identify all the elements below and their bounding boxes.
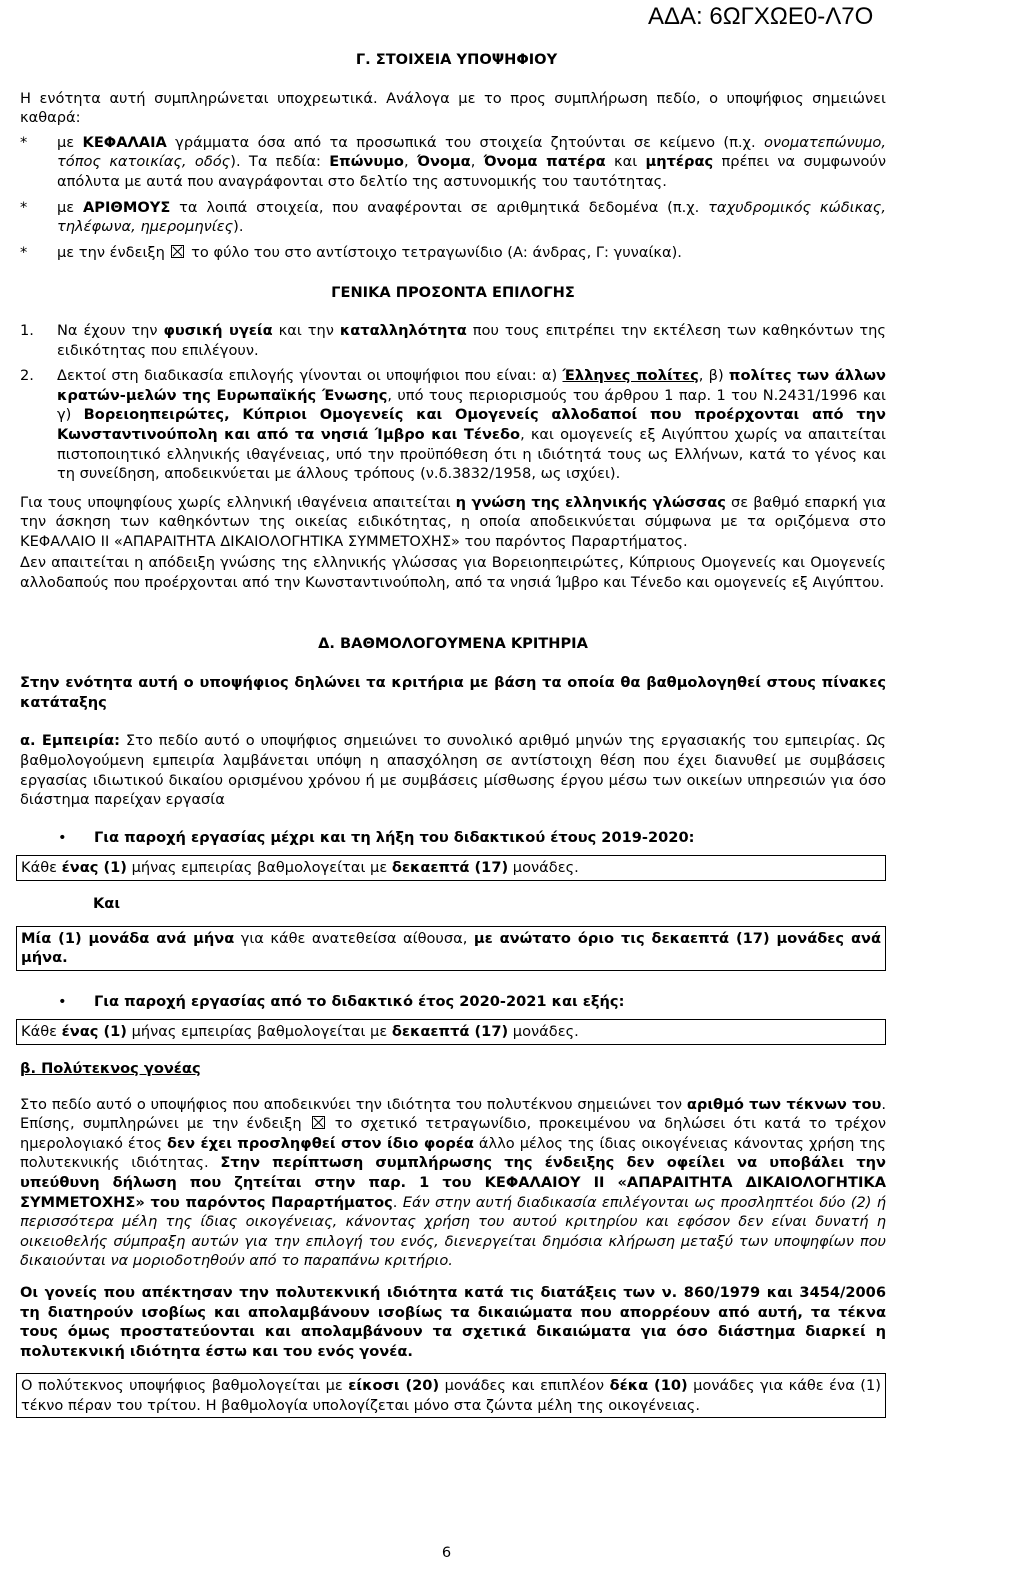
language-exemption: Δεν απαιτείται η απόδειξη γνώσης της ελληνικής γλώσσας για Βορειοηπειρώτες, Κύπριους Ομογενείς και Ομογενείς αλλοδαπούς που προέρχονται από την Κωνσταντινούπολη, από τα νησιά Ίμβρο και Τένεδο και ομογενείς εξ Αιγύπτου. bbox=[20, 554, 886, 592]
bullet-marker: * bbox=[20, 133, 28, 151]
text-bold: δεν έχει προσληφθεί στον ίδιο φορέα bbox=[167, 1134, 474, 1152]
text: μονάδες και επιπλέον bbox=[439, 1377, 610, 1395]
score-box-classroom bbox=[16, 926, 886, 971]
text: . bbox=[392, 1193, 403, 1211]
text: Να έχουν την bbox=[57, 321, 164, 339]
section-d-intro: Στην ενότητα αυτή ο υποψήφιος δηλώνει τα κριτήρια με βάση τα οποία θα βαθμολογηθεί στους πίνακες κατάταξης bbox=[20, 674, 886, 711]
text-italic: ονοματεπώνυμο, τόπος κατοικίας, οδός bbox=[57, 133, 886, 171]
text-bold: φυσική υγεία bbox=[163, 321, 273, 339]
bullet-numbers bbox=[20, 198, 886, 237]
text-bold: είκοσι (20) bbox=[348, 1377, 440, 1395]
text: άλλο μέλος της ίδιας οικογένειας κάνοντας χρήση της πολυτεκνικής ιδιότητας. bbox=[20, 1134, 886, 1172]
checked-box-icon bbox=[312, 1116, 325, 1129]
multi-child-title bbox=[20, 1059, 886, 1079]
text: Δεκτοί στη διαδικασία επιλογής γίνονται οι υποψήφιοι που είναι: α) bbox=[57, 367, 563, 385]
experience-period-1 bbox=[20, 828, 886, 848]
text: με την ένδειξη bbox=[57, 243, 170, 261]
language-requirement bbox=[20, 493, 886, 552]
text: το φύλο του στο αντίστοιχο τετραγωνίδιο (Α: άνδρας, Γ: γυναίκα). bbox=[186, 243, 682, 261]
bullet-dot: • bbox=[58, 992, 67, 1010]
section-g-title: Γ. ΣΤΟΙΧΕΙΑ ΥΠΟΨΗΦΙΟΥ bbox=[355, 51, 558, 68]
text-bold-underline: β. Πολύτεκνος γονέας bbox=[20, 1059, 201, 1077]
text: ). bbox=[233, 218, 244, 236]
text: σε βαθμό επαρκή για την άσκηση των καθηκόντων της οικείας ειδικότητας, η οποία αποδεικνύεται σύμφωνα με τα οριζόμενα στο ΚΕΦΑΛΑΙΟ ΙΙ «ΑΠΑΡΑΙΤΗΤΑ ΔΙΚΑΙΟΛΟΓΗΤΙΚΑ ΣΥΜΜΕΤΟΧΗΣ» του παρόντος Παραρτήματος. bbox=[20, 493, 886, 550]
bullet-marker: * bbox=[20, 243, 28, 261]
checked-box-icon bbox=[171, 245, 184, 258]
general-item-1 bbox=[20, 321, 886, 360]
text-italic: ταχυδρομικός κώδικας, τηλέφωνα, ημερομηνίες bbox=[57, 198, 886, 236]
text: για κάθε ανατεθείσα αίθουσα, bbox=[234, 929, 474, 947]
text-bold: με ανώτατο όριο τις δεκαεπτά (17) μονάδες ανά μήνα. bbox=[21, 929, 881, 967]
text: Για παροχή εργασίας από το διδακτικό έτος 2020-2021 και εξής: bbox=[94, 992, 625, 1010]
text: Στο πεδίο αυτό ο υποψήφιος που αποδεικνύει την ιδιότητα του πολυτέκνου σημειώνει τον bbox=[20, 1095, 687, 1113]
item-number: 1. bbox=[20, 321, 34, 339]
document-page bbox=[20, 50, 886, 1418]
text: μονάδες για κάθε ένα (1) τέκνο πέραν του τρίτου. Η βαθμολογία υπολογίζεται μόνο στα ζώντα μέλη της οικογένειας. bbox=[21, 1377, 881, 1414]
text: , και ομογενείς εξ Αιγύπτου χωρίς να απαιτείται πιστοποιητικό ελληνικής ιθαγένειας, υπό την προϋπόθεση ότι η ιδιότητά τους ως Ελλήνων, κατά το γένος και τη συνείδηση, αποδεικνύεται με άλλους τρόπους (ν.δ.3832/1958, ως ισχύει). bbox=[57, 425, 886, 483]
text-bold-underline: Έλληνες πολίτες bbox=[562, 367, 699, 385]
section-g-intro: Η ενότητα αυτή συμπληρώνεται υποχρεωτικά. Ανάλογα με το προς συμπλήρωση πεδίο, ο υποψήφιος σημειώνει καθαρά: bbox=[20, 89, 886, 127]
parents-paragraph: Οι γονείς που απέκτησαν την πολυτεκνική ιδιότητα κατά τις διατάξεις των ν. 860/1979 και 3454/2006 τη διατηρούν ισοβίως και απολαμβάνουν ισοβίως τα δικαιώματα που απορρέουν από αυτή, τα τέκνα τους όμως προστατεύονται και απολαμβάνουν τα σχετικά δικαιώματα για όσο διάστημα διαρκεί η πολυτεκνική ιδιότητα έστω και του ενός γονέα. bbox=[20, 1283, 886, 1360]
experience-period-2 bbox=[20, 992, 886, 1012]
page-number: 6 bbox=[441, 1544, 452, 1561]
text: μονάδες. bbox=[508, 1023, 579, 1041]
text: με bbox=[57, 198, 83, 216]
text: τα λοιπά στοιχεία, που αναφέρονται σε αριθμητικά δεδομένα (π.χ. bbox=[170, 198, 709, 216]
section-d-title: Δ. ΒΑΘΜΟΛΟΓΟΥΜΕΝΑ ΚΡΙΤΗΡΙΑ bbox=[318, 634, 588, 652]
text-bold: Στην περίπτωση συμπλήρωσης της ένδειξης δεν οφείλει να υποβάλει την υπεύθυνη δήλωση που ζητείται στην παρ. 1 του ΚΕΦΑΛΑΙΟΥ ΙΙ «ΑΠΑΡΑΙΤΗΤΑ ΔΙΚΑΙΟΛΟΓΗΤΙΚΑ ΣΥΜΜΕΤΟΧΗΣ» του παρόντος Παραρτήματος bbox=[20, 1154, 886, 1211]
text-bold: δέκα (10) bbox=[609, 1377, 688, 1395]
score-box-multi-child bbox=[16, 1373, 886, 1418]
experience-paragraph bbox=[20, 731, 886, 809]
text: και την bbox=[272, 321, 340, 339]
score-box-experience-1 bbox=[16, 855, 886, 881]
text: μήνας εμπειρίας βαθμολογείται με bbox=[126, 1023, 392, 1041]
text: που τους επιτρέπει την εκτέλεση των καθηκόντων της ειδικότητας που επιλέγουν. bbox=[57, 321, 886, 359]
text-bold: Επώνυμο bbox=[329, 153, 404, 171]
text: Κάθε bbox=[21, 859, 62, 877]
bullet-capitals bbox=[20, 133, 886, 192]
text: και bbox=[605, 153, 646, 171]
text-bold: η γνώση της ελληνικής γλώσσας bbox=[455, 493, 726, 511]
text-bold: μητέρας bbox=[645, 153, 714, 171]
item-number: 2. bbox=[20, 367, 34, 385]
text: Ο πολύτεκνος υποψήφιος βαθμολογείται με bbox=[21, 1377, 349, 1395]
text-bold: ΚΕΦΑΛΑΙΑ bbox=[82, 133, 167, 151]
text: Για τους υποψηφίους χωρίς ελληνική ιθαγένεια απαιτείται bbox=[20, 493, 456, 511]
text-bold: αριθμό των τέκνων του bbox=[686, 1095, 882, 1113]
ada-code: ΑΔΑ: 6ΩΓΧΩΕ0-Λ7Ο bbox=[648, 3, 874, 30]
bullet-marker: * bbox=[20, 198, 28, 216]
text: Στο πεδίο αυτό ο υποψήφιος σημειώνει το συνολικό αριθμό μηνών της εργασιακής του εμπειρίας. Ως βαθμολογούμενη εμπειρία λαμβάνεται υπόψη η απασχόληση σε αντίστοιχη θέση που έχει διανυθεί με συμβάσεις εργασίας ιδιωτικού δικαίου ορισμένου χρόνου ή με συμβάσεις μίσθωσης έργου μέσω των οικείων υπηρεσιών για όσο διάστημα παρείχαν εργασία bbox=[20, 732, 886, 809]
text: . Επίσης, συμπληρώνει με την ένδειξη bbox=[20, 1095, 886, 1133]
text-bold: πολίτες των άλλων κρατών-μελών της Ευρωπαϊκής Ένωσης bbox=[57, 367, 886, 404]
text-italic: Εάν στην αυτή διαδικασία επιλέγονται ως προσληπτέοι δύο (2) ή περισσότερα μέλη της ίδιας οικογένειας, κάνοντας χρήση του αυτού κριτηρίου και εφόσον δεν είναι δυνατή η οικειοθελής σύμπραξη αυτών για την επιλογή του ενός, διενεργείται δημόσια κλήρωση μεταξύ των υποψηφίων που δικαιούνται να μοριοδοτηθούν από το παραπάνω κριτήριο. bbox=[20, 1193, 887, 1270]
text-bold: ΑΡΙΘΜΟΥΣ bbox=[83, 198, 171, 216]
bullet-dot: • bbox=[58, 828, 67, 846]
text: Κάθε bbox=[21, 1023, 62, 1041]
text: το σχετικό τετραγωνίδιο, προκειμένου να δηλώσει ότι κατά το τρέχον ημερολογιακό έτος bbox=[20, 1115, 886, 1152]
text-bold: Όνομα πατέρα bbox=[483, 153, 606, 171]
text: γράμματα όσα από τα προσωπικά του στοιχεία ζητούνται σε κείμενο (π.χ. bbox=[166, 133, 764, 151]
text: πρέπει να συμφωνούν απόλυτα με αυτά που αναγράφονται στο δελτίο της αστυνομικής του ταυτότητας. bbox=[57, 153, 887, 190]
text: ). Τα πεδία: bbox=[230, 153, 330, 171]
text: Για παροχή εργασίας μέχρι και τη λήξη του διδακτικού έτους 2019-2020: bbox=[94, 828, 695, 846]
text-bold: ένας (1) bbox=[61, 859, 127, 877]
text: μήνας εμπειρίας βαθμολογείται με bbox=[126, 859, 392, 877]
bullet-gender bbox=[20, 243, 886, 263]
text: , β) bbox=[698, 367, 729, 385]
text: , υπό τους περιορισμούς του άρθρου 1 παρ. 1 του Ν.2431/1996 και γ) bbox=[57, 386, 886, 424]
text: με bbox=[57, 133, 83, 151]
text-bold: Μία (1) μονάδα ανά μήνα bbox=[21, 929, 235, 947]
and-label: Και bbox=[93, 895, 121, 912]
text-bold: δεκαεπτά (17) bbox=[391, 859, 509, 877]
text-bold: Όνομα bbox=[416, 153, 471, 171]
text: , bbox=[470, 153, 484, 171]
text-bold: καταλληλότητα bbox=[339, 321, 467, 339]
text: μονάδες. bbox=[508, 859, 579, 877]
general-title: ΓΕΝΙΚΑ ΠΡΟΣΟΝΤΑ ΕΠΙΛΟΓΗΣ bbox=[331, 284, 575, 302]
text-bold: ένας (1) bbox=[61, 1023, 127, 1041]
text-bold: α. Εμπειρία: bbox=[20, 732, 120, 750]
text-bold: Βορειοηπειρώτες, Κύπριοι Ομογενείς και Ομογενείς αλλοδαποί που προέρχονται από την Κωνσταντινούπολη και από τα νησιά Ίμβρο και Τένεδο bbox=[57, 406, 886, 443]
text-bold: δεκαεπτά (17) bbox=[391, 1023, 509, 1041]
multi-child-paragraph bbox=[20, 1095, 886, 1271]
general-item-2 bbox=[20, 366, 886, 484]
score-box-experience-2 bbox=[16, 1019, 886, 1045]
text: , bbox=[403, 153, 417, 171]
